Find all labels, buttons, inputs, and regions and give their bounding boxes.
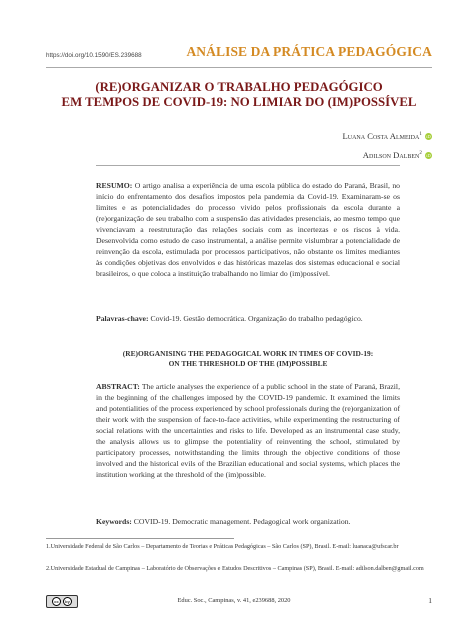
keywords — [96, 516, 400, 527]
resumo-paragraph — [96, 180, 400, 279]
title-line-2: EM TEMPOS DE COVID-19: NO LIMIAR DO (IM)POSSÍVEL — [61, 95, 417, 109]
by-icon: by — [63, 597, 72, 606]
author-2 — [342, 145, 432, 164]
english-title-line-1: (RE)ORGANISING THE PEDAGOGICAL WORK IN TIMES OF COVID-19: — [122, 349, 374, 358]
journal-reference: Educ. Soc., Campinas, v. 41, e239688, 2020 — [177, 597, 291, 604]
keywords-label: Keywords: — [96, 517, 132, 526]
english-title-line-2: ON THE THRESHOLD OF THE (IM)POSSIBLE — [168, 359, 328, 368]
cc-icon: cc — [52, 597, 61, 606]
orcid-icon[interactable]: iD — [426, 153, 431, 159]
palavras-text: Covid-19. Gestão democrática. Organização do trabalho pedagógico. — [150, 314, 363, 323]
english-title — [96, 349, 400, 369]
abstract-label: ABSTRACT: — [96, 382, 140, 391]
header-divider — [46, 67, 432, 68]
page-number: 1 — [428, 596, 432, 605]
author-name: Adilson Dalben — [362, 149, 420, 160]
author-note-ref: 1 — [419, 132, 422, 137]
resumo-text: O artigo analisa a experiência de uma escola pública do estado do Paraná, Brasil, no início do enfrentamento dos desafios impostos pela pandemia da Covid-19. Examinaram-se os limites e as potencialidades do processo vivido pelos profissionais da escola durante a (re)organização de seu trabalho com a suspensão das atividades presenciais, ao mesmo tempo que vivenciavam a reestruturação das relações sociais com as incertezas e os riscos à vida. Desenvolvida como estudo de caso instrumental, a análise permite vislumbrar a potencialidade de reinvenção da escola, estimulada por processos participativos, não obstante os limites mediantes às condições objetivas dos envolvidos e das históricas mazelas dos sistemas educacional e social brasileiros, o que coloca a instituição trabalhando no limiar do (im)possível. — [96, 181, 401, 278]
footnote-divider — [46, 538, 234, 539]
title-line-1: (RE)ORGANIZAR O TRABALHO PEDAGÓGICO — [95, 80, 383, 94]
abstract-paragraph — [96, 381, 400, 480]
author-1 — [342, 126, 432, 145]
authors — [342, 126, 432, 164]
keywords-text: COVID-19. Democratic management. Pedagogical work organization. — [133, 517, 351, 526]
resumo-label: RESUMO: — [96, 181, 133, 190]
page-header — [46, 44, 432, 66]
palavras-chave — [96, 313, 400, 324]
footnote-1: 1.Universidade Federal de São Carlos – Departamento de Teorias e Práticas Pedagógicas – São Carlos (SP), Brasil. E-mail: luanaca@ufscar.br — [46, 543, 399, 550]
footnote-2: 2.Universidade Estadual de Campinas – Laboratório de Observações e Estudos Descritivos – Campinas (SP), Brasil. E-mail: adilson.dalben@gmail.com — [46, 565, 424, 572]
author-name: Luana Costa Almeida — [342, 130, 420, 141]
article-title — [46, 80, 432, 110]
author-note-ref: 2 — [419, 150, 422, 156]
orcid-icon[interactable]: iD — [426, 134, 431, 140]
abstract-divider — [96, 165, 400, 166]
abstract-text: The article analyses the experience of a public school in the state of Paraná, Brazil, in the beginning of the challenges imposed by the COVID-19 pandemic. It examined the limits and potentialities of the process experienced by school professionals during the (re)organization of their work with the suspension of face-to-face activities, while experimenting the restructuring of social relations with the uncertainties and risks to life. Developed as an instrumental case study, the analysis allows us to glimpse the potentiality of reinventing the school, stimulated by participatory processes, notwithstanding the limits through the objective conditions of those involved and the historical evils of the Brazilian educational and social systems, which places the institution working at the threshold of the (im)possible. — [96, 382, 400, 479]
palavras-label: Palavras-chave: — [96, 314, 149, 323]
section-title: ANÁLISE DA PRÁTICA PEDAGÓGICA — [186, 44, 432, 59]
doi-link[interactable]: https://doi.org/10.1590/ES.239688 — [46, 52, 142, 59]
